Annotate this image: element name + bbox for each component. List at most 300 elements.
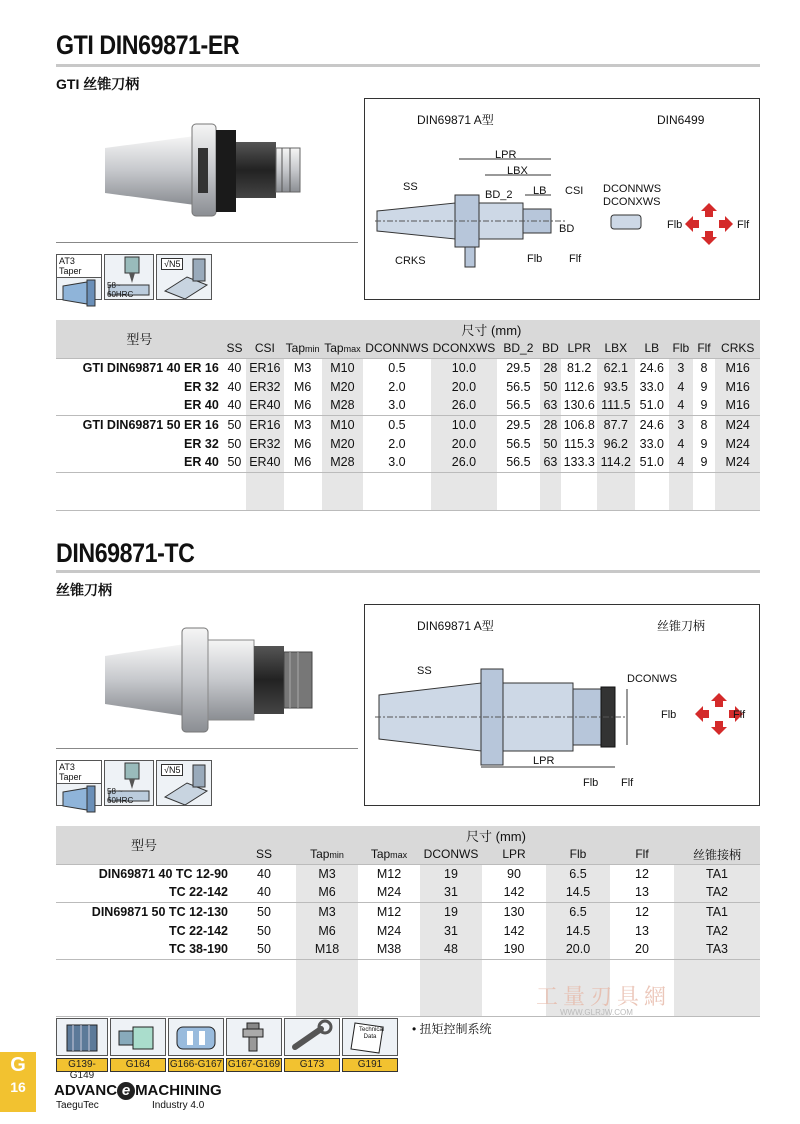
table-row	[56, 453, 760, 472]
empty-cell	[322, 491, 364, 510]
empty-cell	[56, 472, 223, 491]
force-arrow-left-icon	[695, 706, 709, 722]
value-cell: 90	[482, 864, 546, 883]
dim-flb-2: Flb	[583, 777, 599, 789]
value-cell: 26.0	[431, 396, 498, 415]
value-cell: 50	[232, 902, 296, 921]
value-cell: M18	[296, 940, 358, 959]
page-section-tab: G 16	[0, 1052, 36, 1112]
empty-cell	[674, 978, 760, 997]
column-header	[358, 845, 420, 864]
value-cell: 9	[700, 455, 708, 470]
dim-dconws: DCONWS	[627, 673, 678, 685]
empty-cell	[358, 978, 420, 997]
value-cell: 50	[257, 923, 271, 938]
brand-logo: ADVANC e MACHINING	[54, 1082, 222, 1099]
force-flb-label-2: Flb	[661, 709, 677, 721]
section1-title-rule	[56, 64, 760, 67]
surface-finish-feature-2: √N5	[156, 760, 212, 806]
accessory-page-ref: G167-G169	[227, 1059, 281, 1070]
column-header: DCONWS	[420, 845, 482, 864]
column-header: SS	[223, 339, 246, 358]
value-cell: 63	[540, 453, 562, 472]
section1-title: GTI DIN69871-ER	[56, 30, 240, 60]
column-header: LPR	[561, 339, 597, 358]
tc-holder-technical-diagram	[364, 604, 760, 806]
value-cell: M10	[322, 415, 364, 434]
empty-cell	[715, 472, 760, 491]
value-cell: 13	[635, 923, 649, 938]
value-cell: 14.5	[546, 883, 610, 902]
value-cell: M6	[293, 436, 312, 451]
value-cell: ER16	[246, 415, 284, 434]
at3-taper-feature-2: AT3 Taper	[56, 760, 102, 806]
value-cell: M6	[296, 921, 358, 940]
wrench-icon	[284, 1018, 340, 1056]
empty-cell	[561, 472, 597, 491]
value-cell: 29.5	[497, 415, 539, 434]
empty-cell	[669, 491, 692, 510]
value-cell: 106.8	[561, 415, 597, 434]
value-cell: 56.5	[506, 436, 531, 451]
diagram2-standard-label: DIN69871 A型	[417, 619, 494, 633]
empty-cell	[284, 472, 322, 491]
tap-label: Tap	[285, 341, 306, 356]
watermark-url: WWW.GLRJW.COM	[560, 1008, 633, 1017]
tap-label: Tap	[324, 341, 344, 356]
column-header: SS	[232, 845, 296, 864]
empty-cell	[56, 959, 232, 978]
dim-dconxws: DCONXWS	[603, 196, 661, 208]
dim-csi: CSI	[565, 185, 584, 197]
tap-label: Tap	[310, 847, 330, 862]
model-cell: TC 38-190	[168, 942, 228, 957]
value-cell: M38	[376, 942, 402, 957]
value-cell: 3.0	[388, 398, 406, 413]
value-cell: M6	[293, 455, 312, 470]
empty-cell	[431, 472, 498, 491]
empty-cell	[431, 491, 498, 510]
empty-cell	[497, 491, 539, 510]
value-cell: 3.0	[388, 455, 406, 470]
brand-company: TaeguTec	[56, 1100, 99, 1111]
value-cell: 50	[257, 942, 271, 957]
value-cell: 56.5	[506, 455, 531, 470]
technical-data-label: Technical Data	[359, 1027, 385, 1040]
brand-e-mark: e	[117, 1082, 135, 1100]
tc-holder-product-image	[100, 624, 320, 736]
value-cell: 4	[669, 434, 692, 453]
force-flf-label-2: Flf	[733, 709, 746, 721]
value-cell: M24	[715, 453, 760, 472]
dim-bd2: BD_2	[485, 189, 513, 201]
column-header: Flf	[610, 845, 674, 864]
column-header: 丝锥接柄	[674, 845, 760, 864]
empty-table-row	[56, 491, 760, 510]
empty-cell	[223, 472, 246, 491]
value-cell: 50	[223, 415, 246, 434]
diagram2-type-label: 丝锥刀柄	[657, 619, 706, 633]
value-cell: 114.2	[597, 453, 634, 472]
value-cell: 8	[693, 415, 716, 434]
value-cell: 93.5	[597, 377, 634, 396]
value-cell: 0.5	[363, 415, 430, 434]
empty-cell	[635, 491, 670, 510]
value-cell: 14.5	[546, 921, 610, 940]
empty-cell	[296, 997, 358, 1016]
table-row	[56, 883, 760, 902]
value-cell: 50	[227, 455, 242, 470]
value-cell: M3	[296, 902, 358, 921]
value-cell: 40	[227, 379, 242, 394]
value-cell: 111.5	[597, 396, 634, 415]
empty-cell	[693, 472, 716, 491]
column-header: DCONNWS	[363, 339, 430, 358]
value-cell: ER32	[246, 434, 284, 453]
empty-cell	[674, 959, 760, 978]
column-header: LBX	[597, 339, 634, 358]
watermark-text: 工量刃具網	[536, 984, 672, 1009]
value-cell: ER32	[246, 377, 284, 396]
value-cell: M16	[715, 377, 760, 396]
value-cell: 12	[610, 902, 674, 921]
torque-control-note: • 扭矩控制系统	[412, 1022, 492, 1036]
value-cell: 3	[669, 358, 692, 377]
table2-dimension-header: 尺寸 (mm)	[232, 826, 760, 845]
value-cell: M16	[715, 396, 760, 415]
value-cell: 0.5	[363, 358, 430, 377]
technical-data-icon	[342, 1018, 398, 1056]
column-header	[284, 339, 322, 358]
empty-cell	[540, 472, 562, 491]
value-cell: 56.5	[506, 398, 531, 413]
dim-ss: SS	[403, 181, 418, 193]
value-cell: ER16	[246, 358, 284, 377]
value-cell: TA1	[674, 864, 760, 883]
empty-cell	[497, 472, 539, 491]
column-header: Flf	[693, 339, 716, 358]
er-holder-technical-diagram	[364, 98, 760, 300]
value-cell: 33.0	[639, 379, 665, 394]
force-arrow-down-icon	[701, 231, 717, 245]
column-header: DCONXWS	[431, 339, 498, 358]
empty-cell	[420, 997, 482, 1016]
value-cell: TA3	[674, 940, 760, 959]
dim-dconnws: DCONNWS	[603, 183, 662, 195]
value-cell: M3	[296, 864, 358, 883]
empty-cell	[674, 997, 760, 1016]
table-row	[56, 921, 760, 940]
column-header: Flb	[546, 845, 610, 864]
value-cell: M6	[293, 379, 312, 394]
value-cell: 2.0	[388, 436, 406, 451]
empty-cell	[358, 959, 420, 978]
table-row	[56, 358, 760, 377]
empty-cell	[363, 491, 430, 510]
empty-cell	[284, 491, 322, 510]
value-cell: M24	[715, 415, 760, 434]
column-header: CRKS	[715, 339, 760, 358]
column-header: BD	[540, 339, 562, 358]
value-cell: 4	[669, 453, 692, 472]
tap-subscript: min	[305, 344, 320, 355]
value-cell: 142	[503, 923, 525, 938]
value-cell: 8	[693, 358, 716, 377]
tap-subscript: min	[329, 850, 344, 861]
value-cell: M20	[322, 434, 364, 453]
tap-subscript: max	[390, 850, 408, 861]
empty-cell	[232, 978, 296, 997]
value-cell: M28	[322, 396, 364, 415]
tap-adapter-icon	[110, 1018, 166, 1056]
value-cell: 13	[635, 885, 649, 900]
table1-dimension-header: 尺寸 (mm)	[223, 320, 760, 339]
value-cell: M20	[322, 377, 364, 396]
section2-subtitle: 丝锥刀柄	[56, 582, 112, 598]
value-cell: M24	[376, 885, 402, 900]
value-cell: 63	[540, 396, 562, 415]
value-cell: 19	[420, 902, 482, 921]
force-arrow-up-icon	[711, 693, 727, 707]
value-cell: 62.1	[597, 358, 634, 377]
table-row	[56, 864, 760, 883]
empty-cell	[296, 978, 358, 997]
empty-cell	[610, 959, 674, 978]
coolant-disc-icon	[168, 1018, 224, 1056]
section2-image-divider	[56, 748, 358, 749]
empty-cell	[56, 978, 232, 997]
hardness-feature-2: 58 ~ 60HRC	[104, 760, 154, 806]
dim-flf-2: Flf	[621, 777, 634, 789]
brand-tagline: Industry 4.0	[152, 1100, 205, 1111]
value-cell: 50	[227, 436, 242, 451]
value-cell: 20.0	[546, 940, 610, 959]
value-cell: 56.5	[506, 379, 531, 394]
empty-cell	[246, 472, 284, 491]
value-cell: TA2	[674, 921, 760, 940]
value-cell: ER40	[246, 453, 284, 472]
empty-cell	[715, 491, 760, 510]
er-holder-drawing	[365, 99, 761, 301]
empty-cell	[56, 997, 232, 1016]
value-cell: M24	[715, 434, 760, 453]
er-holder-product-image	[100, 118, 310, 223]
value-cell: 28	[540, 358, 562, 377]
dim-lpr: LPR	[495, 149, 517, 161]
value-cell: 87.7	[597, 415, 634, 434]
accessory-page-ref: G173	[284, 1058, 340, 1072]
empty-table-row	[56, 472, 760, 491]
value-cell: 96.2	[597, 434, 634, 453]
empty-cell	[635, 472, 670, 491]
tc-holder-drawing	[365, 605, 761, 807]
accessory-page-ref: G139-G149	[56, 1058, 108, 1072]
value-cell: 190	[503, 942, 525, 957]
value-cell: 6.5	[546, 902, 610, 921]
value-cell: 24.6	[635, 415, 670, 434]
model-cell: GTI DIN69871 50 ER 16	[56, 415, 223, 434]
value-cell: 51.0	[639, 455, 665, 470]
value-cell: 115.3	[564, 436, 595, 451]
value-cell: 3	[669, 415, 692, 434]
section2-title: DIN69871-TC	[56, 538, 195, 568]
model-cell: ER 40	[184, 455, 219, 470]
dim-lbx: LBX	[507, 165, 528, 177]
column-header: LPR	[482, 845, 546, 864]
model-cell: DIN69871 50 TC 12-130	[56, 902, 232, 921]
value-cell: 2.0	[388, 379, 406, 394]
force-arrow-left-icon	[685, 216, 699, 232]
column-header: LB	[635, 339, 670, 358]
dim-bd: BD	[559, 223, 575, 235]
value-cell: 4	[669, 377, 692, 396]
value-cell: 142	[503, 885, 525, 900]
value-cell: M28	[322, 453, 364, 472]
force-arrow-down-icon	[711, 721, 727, 735]
value-cell: 130.6	[563, 398, 595, 413]
value-cell: M24	[376, 923, 402, 938]
value-cell: ER40	[246, 396, 284, 415]
empty-cell	[56, 491, 223, 510]
value-cell: M16	[715, 358, 760, 377]
empty-cell	[363, 472, 430, 491]
value-cell: 20	[635, 942, 649, 957]
model-cell: TC 22-142	[168, 885, 228, 900]
model-cell: GTI DIN69871 40 ER 16	[56, 358, 223, 377]
table2-model-header: 型号	[56, 826, 232, 864]
value-cell: M3	[284, 358, 322, 377]
empty-cell	[669, 472, 692, 491]
empty-cell	[296, 959, 358, 978]
value-cell: 112.6	[564, 379, 595, 394]
value-cell: 9	[700, 436, 708, 451]
value-cell: 20.0	[431, 377, 498, 396]
at3-taper-feature: AT3 Taper	[56, 254, 102, 300]
empty-cell	[246, 491, 284, 510]
value-cell: M3	[284, 415, 322, 434]
value-cell: 130	[482, 902, 546, 921]
empty-cell	[322, 472, 364, 491]
column-header	[322, 339, 364, 358]
empty-cell	[597, 491, 634, 510]
tap-subscript: max	[343, 344, 361, 355]
column-header: CSI	[246, 339, 284, 358]
accessory-page-ref: G191	[342, 1058, 398, 1072]
value-cell: 31	[420, 921, 482, 940]
table-row	[56, 396, 760, 415]
value-cell: 40	[232, 864, 296, 883]
value-cell: M12	[358, 902, 420, 921]
table1-model-header: 型号	[56, 320, 223, 358]
value-cell: 48	[420, 940, 482, 959]
column-header: Flb	[669, 339, 692, 358]
value-cell: M12	[358, 864, 420, 883]
empty-cell	[561, 491, 597, 510]
value-cell: 33.0	[639, 436, 665, 451]
force-flb-label: Flb	[667, 219, 683, 231]
value-cell: TA1	[674, 902, 760, 921]
value-cell: 50	[540, 434, 562, 453]
empty-table-row	[56, 959, 760, 978]
value-cell: M6	[296, 883, 358, 902]
empty-cell	[540, 491, 562, 510]
empty-cell	[358, 997, 420, 1016]
value-cell: 51.0	[639, 398, 665, 413]
column-header: BD_2	[497, 339, 539, 358]
value-cell: M10	[322, 358, 364, 377]
empty-cell	[223, 491, 246, 510]
taper-icon	[57, 784, 101, 814]
dim-lpr-2: LPR	[533, 755, 555, 767]
value-cell: TA2	[674, 883, 760, 902]
value-cell: 24.6	[635, 358, 670, 377]
section2-title-rule	[56, 570, 760, 573]
value-cell: M6	[293, 398, 312, 413]
accessory-page-ref: G166-G167	[169, 1059, 223, 1070]
table-row	[56, 377, 760, 396]
dim-ss-2: SS	[417, 665, 432, 677]
value-cell: 29.5	[497, 358, 539, 377]
force-arrow-up-icon	[701, 203, 717, 217]
model-cell: DIN69871 40 TC 12-90	[56, 864, 232, 883]
model-cell: ER 40	[184, 398, 219, 413]
value-cell: 50	[540, 377, 562, 396]
empty-cell	[597, 472, 634, 491]
empty-cell	[546, 959, 610, 978]
er-holder-spec-table	[56, 320, 760, 511]
value-cell: 9	[700, 379, 708, 394]
value-cell: 4	[669, 396, 692, 415]
pull-stud-icon	[226, 1018, 282, 1056]
value-cell: 19	[420, 864, 482, 883]
surface-finish-feature: √N5	[156, 254, 212, 300]
dim-crks: CRKS	[395, 255, 426, 267]
model-cell: ER 32	[184, 379, 219, 394]
diagram1-collet-standard-label: DIN6499	[657, 113, 705, 127]
value-cell: 40	[257, 885, 271, 900]
model-cell: ER 32	[184, 436, 219, 451]
hardness-feature: 58~ 60HRC	[104, 254, 154, 300]
value-cell: 12	[610, 864, 674, 883]
collet-icon	[56, 1018, 108, 1056]
force-arrow-right-icon	[719, 216, 733, 232]
table-row	[56, 434, 760, 453]
value-cell: 28	[540, 415, 562, 434]
empty-cell	[232, 997, 296, 1016]
column-header	[296, 845, 358, 864]
empty-cell	[693, 491, 716, 510]
empty-cell	[232, 959, 296, 978]
empty-cell	[420, 978, 482, 997]
force-flf-label: Flf	[737, 219, 750, 231]
section1-subtitle: GTI 丝锥刀柄	[56, 76, 140, 92]
diagram1-standard-label: DIN69871 A型	[417, 113, 494, 127]
value-cell: 81.2	[561, 358, 597, 377]
accessory-page-ref: G164	[110, 1058, 166, 1072]
section1-image-divider	[56, 242, 358, 243]
value-cell: 10.0	[431, 358, 498, 377]
value-cell: 10.0	[431, 415, 498, 434]
dim-lb: LB	[533, 185, 547, 197]
table-row	[56, 902, 760, 921]
taper-icon	[57, 278, 101, 308]
value-cell: 9	[700, 398, 708, 413]
empty-cell	[482, 959, 546, 978]
tap-label: Tap	[370, 847, 391, 862]
table-row	[56, 940, 760, 959]
table-row	[56, 415, 760, 434]
dim-flb: Flb	[527, 253, 543, 265]
